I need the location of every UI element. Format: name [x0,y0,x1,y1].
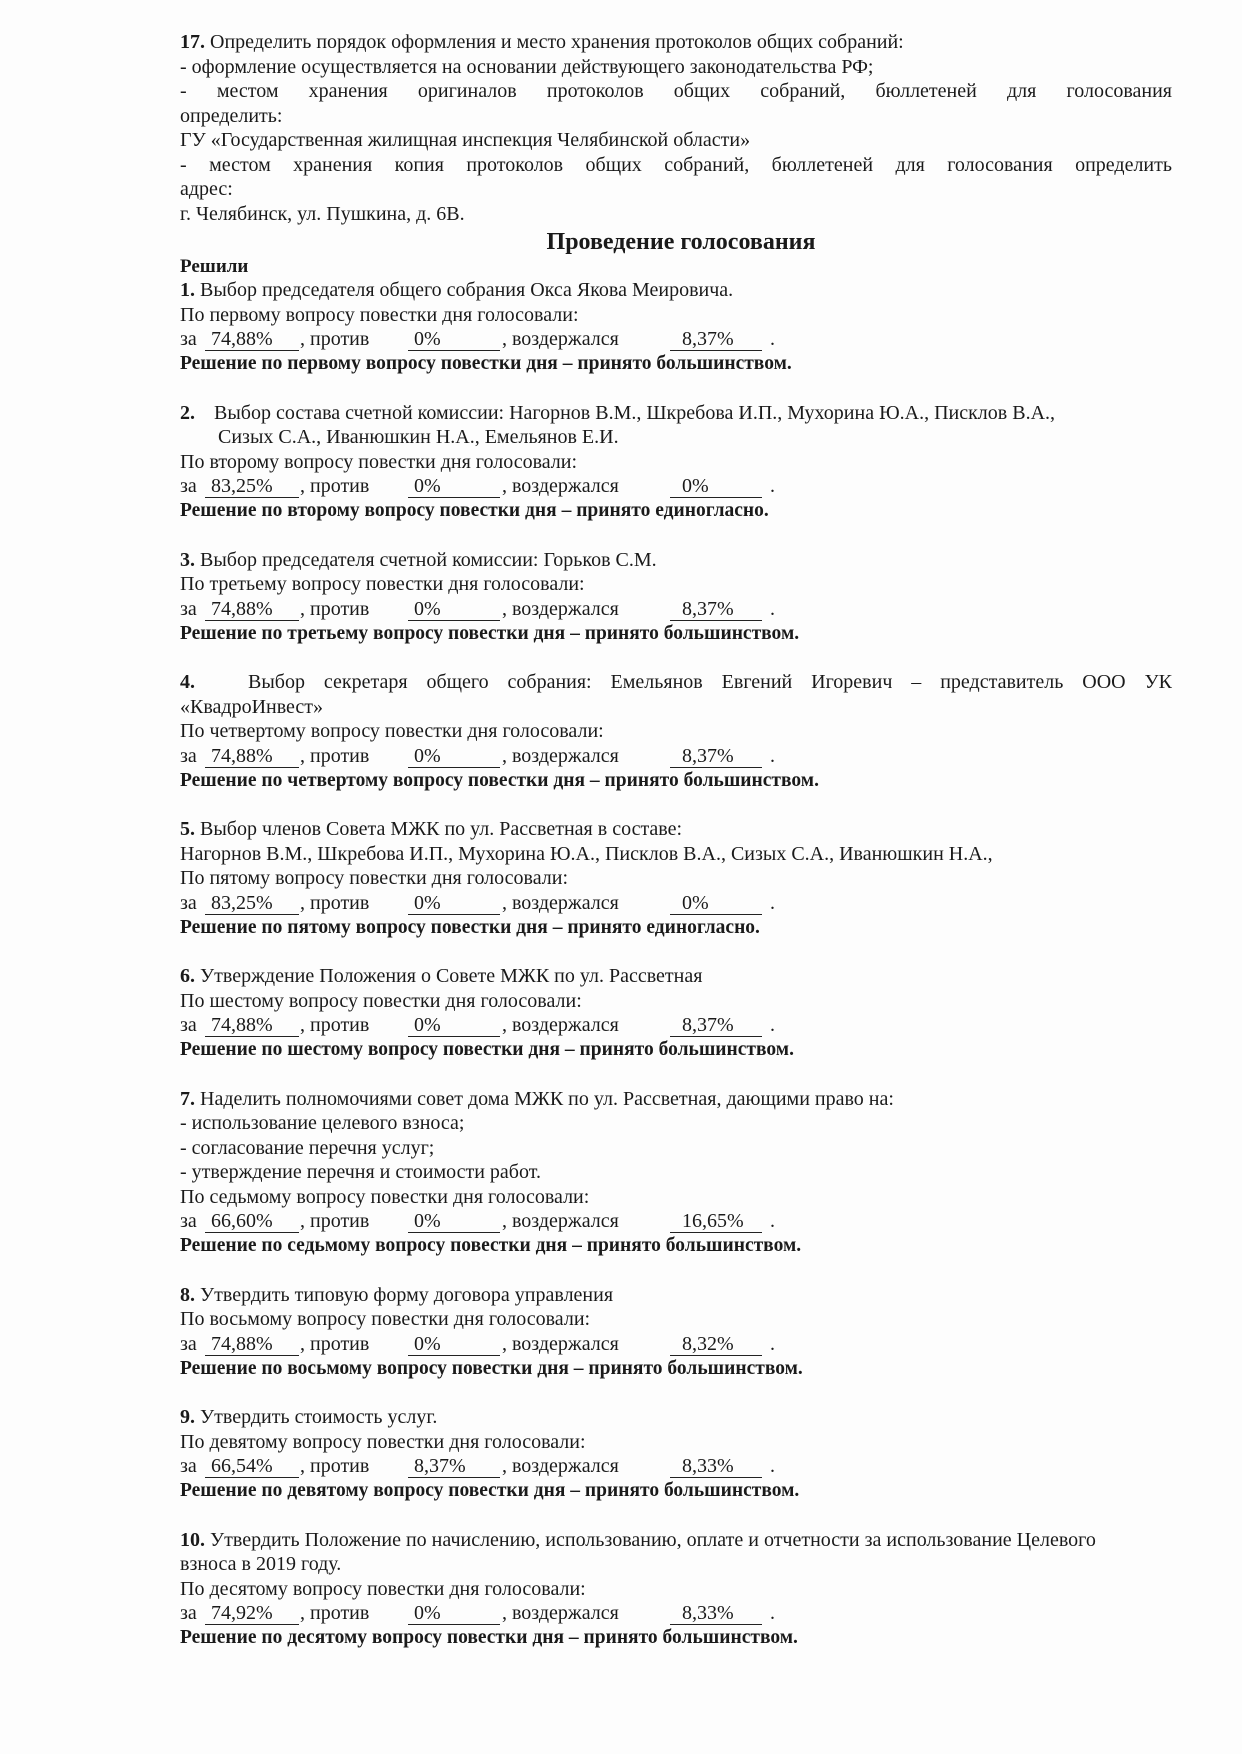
agenda-item-text [180,1405,1172,1430]
agenda-item-number: 10. [180,1528,205,1551]
vote-against-label: , против [300,891,370,914]
agenda-items [180,278,1172,1651]
agenda-item-title: Выбор членов Совета МЖК по ул. Рассветная в составе: [200,818,683,840]
vote-against-value: 0% [408,327,500,351]
vote-end-dot: . [770,597,775,620]
vote-abstained-value: 8,37% [670,1013,762,1037]
decision: Решение по девятому вопросу повестки дня – принято большинством. [180,1480,800,1501]
agenda-item-number: 5. [180,818,195,840]
vote-results [180,891,1172,916]
voted-line: По первому вопросу повестки дня голосовали: [180,303,579,326]
item-17-line: ГУ «Государственная жилищная инспекция Челябинской области» [180,129,751,151]
agenda-item-line: взноса в 2019 году. [180,1553,342,1575]
vote-against-label: , против [300,1014,370,1036]
vote-abstained-value: 8,37% [670,597,762,621]
agenda-item-title: Утверждение Положения о Совете МЖК по ул. Рассветная [200,965,703,987]
agenda-item-title: Утвердить типовую форму договора управления [200,1283,614,1306]
vote-abstained-label: , воздержался [502,328,619,350]
agenda-item-text [180,548,1172,573]
vote-results [180,1013,1172,1038]
vote-against-label: , против [300,475,370,497]
voted-line: По второму вопросу повестки дня голосовали: [180,450,578,473]
vote-results [180,1454,1172,1479]
agenda-item-line: - согласование перечня услуг; [180,1136,435,1159]
vote-for-value: 83,25% [205,891,299,915]
decision: Решение по десятому вопросу повестки дня – принято большинством. [180,1627,798,1648]
agenda-item-number: 8. [180,1283,195,1306]
agenda-item-line: «КвадроИнвест» [180,695,324,718]
item-17-title-line [180,30,1172,55]
item-17-line: - местом хранения оригиналов протоколов общих собраний, бюллетеней для голосования [180,80,1172,102]
item-17-line: - местом хранения копия протоколов общих собраний, бюллетеней для голосования определить [180,153,1172,176]
vote-results [180,327,1172,352]
decision: Решение по шестому вопросу повестки дня – принято большинством. [180,1039,794,1060]
voted-line: По десятому вопросу повестки дня голосовали: [180,1577,586,1600]
section-heading: Проведение голосования [546,229,816,255]
agenda-item-title: Наделить полномочиями совет дома МЖК по ул. Рассветная, дающими право на: [200,1087,894,1110]
voted-line: По четвертому вопросу повестки дня голосовали: [180,720,604,742]
agenda-item-line [180,1087,1172,1112]
decision: Решение по восьмому вопросу повестки дня – принято большинством. [180,1357,803,1379]
document-page [180,30,1172,1651]
decision: Решение по четвертому вопросу повестки дня – принято большинством. [180,769,819,791]
vote-against-label: , против [300,597,370,620]
decision: Решение по седьмому вопросу повестки дня – принято большинством. [180,1235,802,1256]
vote-abstained-value: 16,65% [670,1209,762,1233]
item-17 [180,30,1172,226]
vote-abstained-value: 8,32% [670,1332,762,1356]
agenda-item-line [180,401,1172,426]
voted-line: По девятому вопросу повестки дня голосовали: [180,1430,586,1453]
vote-for-label: за [180,1332,197,1355]
item-17-number: 17. [180,31,205,53]
agenda-item-line [180,1528,1172,1553]
vote-against-label: , против [300,744,370,767]
vote-abstained-value: 8,33% [670,1601,762,1625]
item-17-line: г. Челябинск, ул. Пушкина, д. 6В. [180,202,465,225]
vote-end-dot: . [770,1602,775,1624]
vote-results [180,474,1172,499]
vote-for-value: 74,88% [205,327,299,351]
vote-abstained-value: 8,33% [670,1454,762,1478]
agenda-item-text [180,401,1172,450]
vote-for-label: за [180,1210,197,1232]
vote-abstained-value: 8,37% [670,327,762,351]
vote-for-value: 74,88% [205,1013,299,1037]
decision: Решение по первому вопросу повестки дня – принято большинством. [180,353,792,374]
agenda-item-line: Сизых С.А., Иванюшкин Н.А., Емельянов Е.И. [218,426,619,448]
agenda-item [180,548,1172,647]
vote-for-label: за [180,475,197,497]
agenda-item [180,1405,1172,1504]
vote-for-value: 66,60% [205,1209,299,1233]
vote-for-value: 74,88% [205,597,299,621]
vote-against-value: 0% [408,597,500,621]
agenda-item-text [180,278,1172,303]
vote-against-value: 0% [408,474,500,498]
vote-end-dot: . [770,328,775,350]
agenda-item [180,1087,1172,1259]
vote-against-value: 0% [408,891,500,915]
agenda-item-line [180,964,1172,989]
vote-results [180,1332,1172,1357]
agenda-item-line [180,278,1172,303]
vote-abstained-value: 8,37% [670,744,762,768]
vote-for-label: за [180,1455,197,1477]
vote-abstained-label: , воздержался [502,597,619,620]
voted-line: По шестому вопросу повестки дня голосовали: [180,989,582,1012]
vote-against-label: , против [300,1332,370,1355]
agenda-item [180,278,1172,377]
item-17-title: Определить порядок оформления и место хранения протоколов общих собраний: [210,31,904,53]
agenda-item-number: 4. [180,671,195,693]
agenda-item [180,817,1172,940]
agenda-item [180,401,1172,524]
vote-against-value: 8,37% [408,1454,500,1478]
agenda-item-text [180,964,1172,989]
vote-abstained-label: , воздержался [502,475,619,497]
voted-line: По пятому вопросу повестки дня голосовали: [180,867,569,889]
agenda-item-text [180,1087,1172,1185]
agenda-item-title: Выбор состава счетной комиссии: Нагорнов В.М., Шкребова И.П., Мухорина Ю.А., Писклов В.А., [214,401,1056,424]
vote-end-dot: . [770,1455,775,1477]
agenda-item-line [180,1405,1172,1430]
vote-abstained-label: , воздержался [502,891,619,914]
vote-end-dot: . [770,744,775,767]
vote-abstained-label: , воздержался [502,1455,619,1477]
agenda-item-line: Нагорнов В.М., Шкребова И.П., Мухорина Ю.А., Писклов В.А., Сизых С.А., Иванюшкин Н.А., [180,842,993,865]
vote-abstained-value: 0% [670,891,762,915]
agenda-item-line [180,548,1172,573]
vote-against-label: , против [300,1602,370,1624]
vote-against-label: , против [300,328,370,350]
agenda-item [180,1528,1172,1651]
vote-against-value: 0% [408,1013,500,1037]
agenda-item-number: 6. [180,965,195,987]
vote-for-label: за [180,1602,197,1624]
agenda-item-title: Утвердить Положение по начислению, использованию, оплате и отчетности за использование Целевого [210,1528,1096,1551]
vote-against-value: 0% [408,1601,500,1625]
vote-end-dot: . [770,475,775,497]
vote-for-label: за [180,328,197,350]
resolved-label: Решили [180,256,249,277]
agenda-item-text [180,817,1172,866]
agenda-item-line: - использование целевого взноса; [180,1112,465,1134]
item-17-line: определить: [180,104,283,127]
vote-abstained-label: , воздержался [502,744,619,767]
vote-end-dot: . [770,1210,775,1232]
decision: Решение по третьему вопросу повестки дня – принято большинством. [180,622,800,644]
vote-abstained-label: , воздержался [502,1210,619,1232]
agenda-item-number: 9. [180,1406,195,1428]
agenda-item-line [180,670,1172,695]
vote-abstained-value: 0% [670,474,762,498]
vote-abstained-label: , воздержался [502,1332,619,1355]
agenda-item-number: 1. [180,279,195,301]
vote-for-value: 74,92% [205,1601,299,1625]
vote-for-value: 74,88% [205,744,299,768]
decision: Решение по пятому вопросу повестки дня – принято единогласно. [180,916,760,938]
vote-for-label: за [180,1014,197,1036]
vote-end-dot: . [770,891,775,914]
voted-line: По третьему вопросу повестки дня голосовали: [180,573,585,595]
vote-against-value: 0% [408,1209,500,1233]
item-17-line: адрес: [180,178,233,200]
voted-line: По седьмому вопросу повестки дня голосовали: [180,1185,590,1208]
vote-against-value: 0% [408,1332,500,1356]
agenda-item-text [180,670,1172,719]
vote-results [180,1209,1172,1234]
agenda-item-text [180,1283,1172,1308]
agenda-item-title: Утвердить стоимость услуг. [200,1406,438,1428]
vote-end-dot: . [770,1332,775,1355]
agenda-item [180,670,1172,793]
vote-results [180,1601,1172,1626]
vote-for-value: 74,88% [205,1332,299,1356]
vote-for-label: за [180,744,197,767]
agenda-item [180,1283,1172,1382]
vote-results [180,744,1172,769]
item-17-line: - оформление осуществляется на основании действующего законодательства РФ; [180,55,874,78]
vote-for-label: за [180,597,197,620]
vote-against-label: , против [300,1455,370,1477]
agenda-item-line: - утверждение перечня и стоимости работ. [180,1161,541,1183]
vote-abstained-label: , воздержался [502,1014,619,1036]
agenda-item-title: Выбор председателя общего собрания Окса Якова Меировича. [200,279,734,301]
vote-results [180,597,1172,622]
agenda-item-text [180,1528,1172,1577]
agenda-item-number: 2. [180,401,195,424]
agenda-item-number: 7. [180,1087,195,1110]
vote-for-value: 66,54% [205,1454,299,1478]
agenda-item-title: Выбор секретаря общего собрания: Емельянов Евгений Игоревич – представитель ООО УК [248,671,1172,693]
agenda-item-line [180,817,1172,842]
vote-end-dot: . [770,1014,775,1036]
vote-for-label: за [180,891,197,914]
vote-abstained-label: , воздержался [502,1602,619,1624]
agenda-item-line [180,1283,1172,1308]
vote-against-value: 0% [408,744,500,768]
agenda-item [180,964,1172,1063]
decision: Решение по второму вопросу повестки дня – принято единогласно. [180,500,769,521]
vote-against-label: , против [300,1210,370,1232]
agenda-item-number: 3. [180,548,195,571]
voted-line: По восьмому вопросу повестки дня голосовали: [180,1308,591,1330]
vote-for-value: 83,25% [205,474,299,498]
agenda-item-title: Выбор председателя счетной комиссии: Горьков С.М. [200,548,657,571]
